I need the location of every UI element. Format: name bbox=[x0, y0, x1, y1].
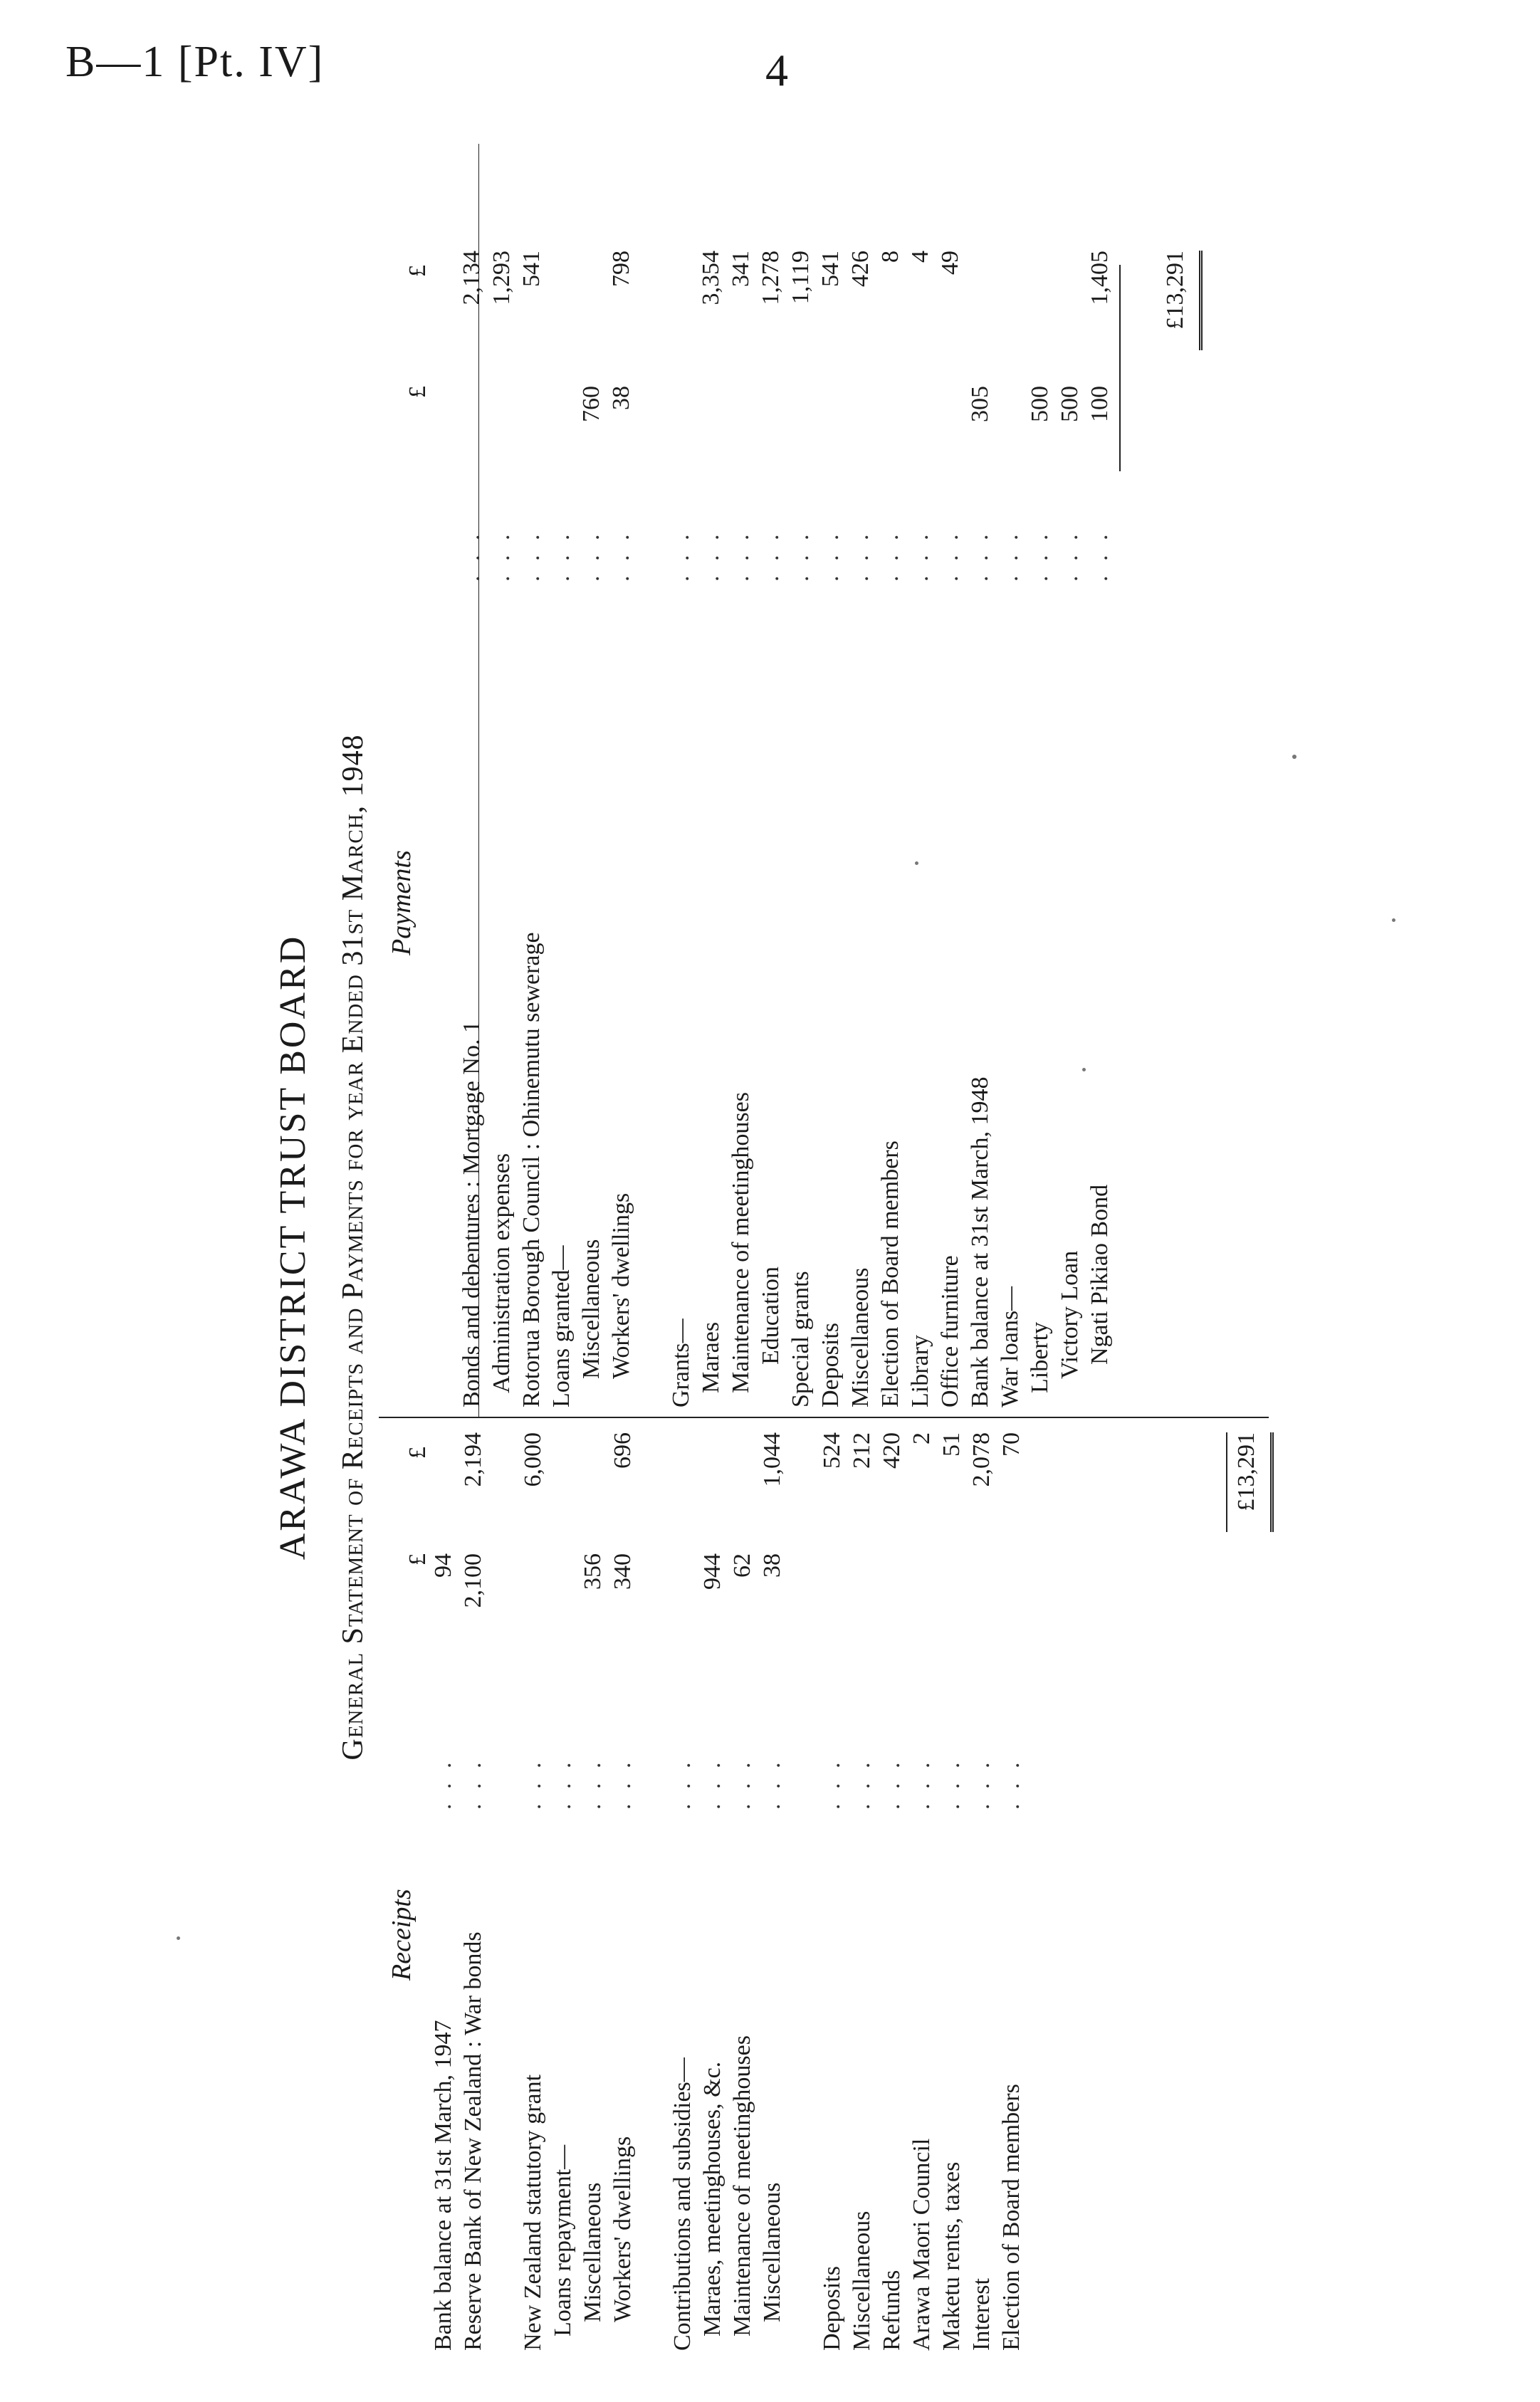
payments-row-amount: 2,134 bbox=[459, 251, 485, 305]
receipts-row bbox=[459, 1425, 488, 2351]
receipts-row-label: Election of Board members bbox=[998, 2084, 1025, 2351]
payments-row-leader: . . . bbox=[668, 530, 694, 582]
receipts-row-label: New Zealand statutory grant bbox=[520, 2074, 546, 2351]
payments-row-leader: . . . bbox=[1027, 530, 1053, 582]
receipts-row-subamount: 356 bbox=[580, 1553, 606, 1590]
payments-col2-currency: £ bbox=[404, 265, 431, 277]
payments-row bbox=[577, 144, 607, 1407]
payments-row-label: Deposits bbox=[817, 1323, 844, 1407]
payments-row bbox=[816, 144, 846, 1407]
payments-row bbox=[786, 144, 816, 1407]
receipts-row-leader: . . . bbox=[729, 1758, 755, 1810]
receipts-row bbox=[937, 1425, 967, 2351]
scan-speck bbox=[1292, 755, 1297, 759]
payments-heading: Payments bbox=[387, 850, 417, 955]
scan-speck bbox=[915, 861, 918, 865]
payments-row-amount: 426 bbox=[847, 251, 874, 287]
payments-row bbox=[995, 144, 1025, 1407]
receipts-row-label: Interest bbox=[968, 2278, 995, 2351]
receipts-row-amount: 2 bbox=[908, 1432, 935, 1444]
receipts-row-amount: 1,044 bbox=[759, 1432, 785, 1487]
payments-row-label: Victory Loan bbox=[1057, 1250, 1083, 1379]
payments-row bbox=[607, 144, 637, 1407]
payments-row-leader: . . . bbox=[787, 530, 814, 582]
payments-row-leader: . . . bbox=[907, 530, 933, 582]
receipts-row bbox=[758, 1425, 787, 2351]
receipts-row-label: Maintenance of meetinghouses bbox=[729, 2035, 755, 2337]
payments-row-leader: . . . bbox=[997, 530, 1023, 582]
payments-row bbox=[696, 144, 726, 1407]
receipts-row-label: Miscellaneous bbox=[580, 2182, 606, 2322]
receipts-row-label: Maraes, meetinghouses, &c. bbox=[699, 2061, 726, 2337]
receipts-row-leader: . . . bbox=[609, 1758, 636, 1810]
receipts-row-leader: . . . bbox=[550, 1758, 576, 1810]
receipts-row-label: Deposits bbox=[819, 2266, 845, 2351]
payments-row-label: Administration expenses bbox=[488, 1153, 515, 1393]
payments-row-amount: 3,354 bbox=[698, 251, 724, 305]
receipts-row-amount: 524 bbox=[819, 1432, 845, 1469]
payments-row-amount: 341 bbox=[728, 251, 754, 287]
receipts-row-leader: . . . bbox=[759, 1758, 785, 1810]
scan-speck bbox=[177, 1936, 180, 1940]
receipts-total-double-rule bbox=[1270, 1432, 1274, 1532]
receipts-row-label: Arawa Maori Council bbox=[908, 2138, 935, 2351]
payments-row-amount: 49 bbox=[937, 251, 963, 275]
payments-row-label: Election of Board members bbox=[877, 1140, 903, 1407]
payments-row bbox=[517, 144, 547, 1407]
document-subtitle: General Statement of Receipts and Payments for year Ended 31st March, 1948 bbox=[337, 734, 370, 1761]
payments-row-leader: . . . bbox=[758, 530, 784, 582]
payments-sub-rule bbox=[1119, 265, 1121, 471]
receipts-row-amount: 70 bbox=[998, 1432, 1025, 1457]
payments-row-subamount: 500 bbox=[1057, 386, 1083, 422]
payments-row bbox=[547, 144, 577, 1407]
payments-row-leader: . . . bbox=[698, 530, 724, 582]
payments-total: £13,291 bbox=[1162, 251, 1188, 330]
payments-row-amount: 4 bbox=[907, 251, 933, 263]
receipts-row bbox=[608, 1425, 638, 2351]
payments-row-leader: . . . bbox=[877, 530, 903, 582]
receipts-row-leader: . . . bbox=[879, 1758, 905, 1810]
payments-row-amount: 1,405 bbox=[1086, 251, 1113, 305]
statement-table bbox=[273, 144, 1304, 2351]
receipts-row-label: Miscellaneous bbox=[759, 2182, 785, 2322]
payments-row-label: Liberty bbox=[1027, 1321, 1053, 1393]
receipts-row-label: Workers' dwellings bbox=[609, 2136, 636, 2322]
receipts-row-amount: 212 bbox=[849, 1432, 875, 1469]
payments-row bbox=[487, 144, 517, 1407]
receipts-row-label: Maketu rents, taxes bbox=[938, 2161, 965, 2351]
receipts-row-amount: 420 bbox=[879, 1432, 905, 1469]
payments-row-label: Library bbox=[907, 1335, 933, 1407]
payments-row bbox=[666, 144, 696, 1407]
receipts-row bbox=[698, 1425, 728, 2351]
receipts-col1-currency: £ bbox=[404, 1553, 431, 1566]
payments-row-label: Office furniture bbox=[937, 1255, 963, 1407]
payments-row-amount: 1,293 bbox=[488, 251, 515, 305]
payments-row-amount: 1,278 bbox=[758, 251, 784, 305]
receipts-row bbox=[907, 1425, 937, 2351]
page-number: 4 bbox=[765, 45, 788, 95]
payments-row-label: Workers' dwellings bbox=[608, 1192, 634, 1379]
receipts-row-leader: . . . bbox=[699, 1758, 726, 1810]
payments-row bbox=[846, 144, 876, 1407]
payments-row-label: Grants— bbox=[668, 1318, 694, 1407]
document-title: ARAWA DISTRICT TRUST BOARD bbox=[273, 934, 313, 1561]
payments-row-label: Loans granted— bbox=[548, 1245, 575, 1407]
receipts-row bbox=[429, 1425, 459, 2351]
payments-total-double-rule bbox=[1199, 251, 1203, 350]
payments-row-leader: . . . bbox=[518, 530, 545, 582]
receipts-total: £13,291 bbox=[1233, 1432, 1259, 1511]
receipts-row-amount: 2,078 bbox=[968, 1432, 995, 1487]
receipts-row-leader: . . . bbox=[849, 1758, 875, 1810]
receipts-row bbox=[877, 1425, 907, 2351]
receipts-row-amount: 696 bbox=[609, 1432, 636, 1469]
receipts-row-label: Refunds bbox=[879, 2270, 905, 2351]
payments-row-leader: . . . bbox=[937, 530, 963, 582]
receipts-row-label: Miscellaneous bbox=[849, 2210, 875, 2351]
payments-row bbox=[876, 144, 906, 1407]
payments-row bbox=[965, 144, 995, 1407]
payments-row bbox=[756, 144, 786, 1407]
payments-row-leader: . . . bbox=[1086, 530, 1113, 582]
receipts-row-subamount: 62 bbox=[729, 1553, 755, 1578]
receipts-row-leader: . . . bbox=[430, 1758, 456, 1810]
payments-row-leader: . . . bbox=[817, 530, 844, 582]
payments-row-subamount: 305 bbox=[967, 386, 993, 422]
payments-row-subamount: 100 bbox=[1086, 386, 1113, 422]
payments-row-label: Miscellaneous bbox=[578, 1239, 604, 1379]
receipts-row-subamount: 944 bbox=[699, 1553, 726, 1590]
document-reference: B—1 [Pt. IV] bbox=[66, 38, 325, 86]
receipts-col2-currency: £ bbox=[404, 1447, 431, 1459]
receipts-row-subamount: 94 bbox=[430, 1553, 456, 1578]
payments-row-label: Bank balance at 31st March, 1948 bbox=[967, 1076, 993, 1407]
receipts-row-leader: . . . bbox=[819, 1758, 845, 1810]
payments-row-label: Ngati Pikiao Bond bbox=[1086, 1184, 1113, 1365]
payments-row-subamount: 38 bbox=[608, 386, 634, 410]
receipts-row bbox=[997, 1425, 1027, 2351]
receipts-row bbox=[728, 1425, 758, 2351]
payments-row-leader: . . . bbox=[967, 530, 993, 582]
payments-row bbox=[936, 144, 965, 1407]
payments-row-label: Maraes bbox=[698, 1321, 724, 1393]
receipts-total-rule bbox=[1226, 1432, 1227, 1532]
payments-col1-currency: £ bbox=[404, 386, 431, 398]
receipts-row-subamount: 38 bbox=[759, 1553, 785, 1578]
receipts-row-leader: . . . bbox=[460, 1758, 486, 1810]
scan-speck bbox=[1392, 918, 1395, 922]
receipts-row bbox=[967, 1425, 997, 2351]
receipts-row-leader: . . . bbox=[968, 1758, 995, 1810]
payments-row-amount: 1,119 bbox=[787, 251, 814, 305]
payments-row-leader: . . . bbox=[578, 530, 604, 582]
receipts-row bbox=[548, 1425, 578, 2351]
receipts-row bbox=[518, 1425, 548, 2351]
payments-row-leader: . . . bbox=[847, 530, 874, 582]
payments-row bbox=[1085, 144, 1115, 1407]
receipts-row-subamount: 340 bbox=[609, 1553, 636, 1590]
receipts-row-label: Contributions and subsidies— bbox=[669, 2057, 696, 2351]
receipts-row-leader: . . . bbox=[669, 1758, 696, 1810]
payments-row-amount: 8 bbox=[877, 251, 903, 263]
receipts-row-label: Loans repayment— bbox=[550, 2144, 576, 2337]
payments-row-amount: 541 bbox=[518, 251, 545, 287]
payments-row-subamount: 760 bbox=[578, 386, 604, 422]
scan-speck bbox=[1082, 1068, 1086, 1071]
receipts-row-amount: 51 bbox=[938, 1432, 965, 1457]
receipts-row bbox=[668, 1425, 698, 2351]
payments-row-amount: 798 bbox=[608, 251, 634, 287]
payments-row-amount: 541 bbox=[817, 251, 844, 287]
payments-row-leader: . . . bbox=[459, 530, 485, 582]
payments-row bbox=[457, 144, 487, 1407]
column-divider bbox=[379, 1417, 1269, 1418]
receipts-row-amount: 6,000 bbox=[520, 1432, 546, 1487]
payments-row-leader: . . . bbox=[728, 530, 754, 582]
receipts-row-leader: . . . bbox=[520, 1758, 546, 1810]
receipts-row-label: Bank balance at 31st March, 1947 bbox=[430, 2020, 456, 2351]
receipts-row-label: Reserve Bank of New Zealand : War bonds bbox=[460, 1931, 486, 2351]
payments-row-label: Special grants bbox=[787, 1271, 814, 1407]
receipts-row-leader: . . . bbox=[580, 1758, 606, 1810]
payments-row-leader: . . . bbox=[548, 530, 575, 582]
receipts-row-leader: . . . bbox=[908, 1758, 935, 1810]
payments-row bbox=[1025, 144, 1055, 1407]
payments-row-leader: . . . bbox=[1057, 530, 1083, 582]
payments-row-label: Maintenance of meetinghouses bbox=[728, 1092, 754, 1393]
payments-row-leader: . . . bbox=[608, 530, 634, 582]
payments-row-label: Miscellaneous bbox=[847, 1267, 874, 1407]
payments-row bbox=[726, 144, 756, 1407]
receipts-row bbox=[578, 1425, 608, 2351]
payments-row-subamount: 500 bbox=[1027, 386, 1053, 422]
payments-row-leader: . . . bbox=[488, 530, 515, 582]
payments-row bbox=[906, 144, 936, 1407]
receipts-row-leader: . . . bbox=[938, 1758, 965, 1810]
payments-row-label: Education bbox=[758, 1266, 784, 1365]
receipts-row-subamount: 2,100 bbox=[460, 1553, 486, 1608]
payments-row-label: Bonds and debentures : Mortgage No. 1 bbox=[459, 1021, 485, 1407]
receipts-heading: Receipts bbox=[387, 1889, 417, 1981]
payments-row-label: Rotorua Borough Council : Ohinemutu sewerage bbox=[518, 932, 545, 1407]
receipts-row bbox=[847, 1425, 877, 2351]
payments-row-label: War loans— bbox=[997, 1286, 1023, 1407]
receipts-row-leader: . . . bbox=[998, 1758, 1025, 1810]
payments-row bbox=[1055, 144, 1085, 1407]
receipts-row bbox=[817, 1425, 847, 2351]
receipts-row-amount: 2,194 bbox=[460, 1432, 486, 1487]
